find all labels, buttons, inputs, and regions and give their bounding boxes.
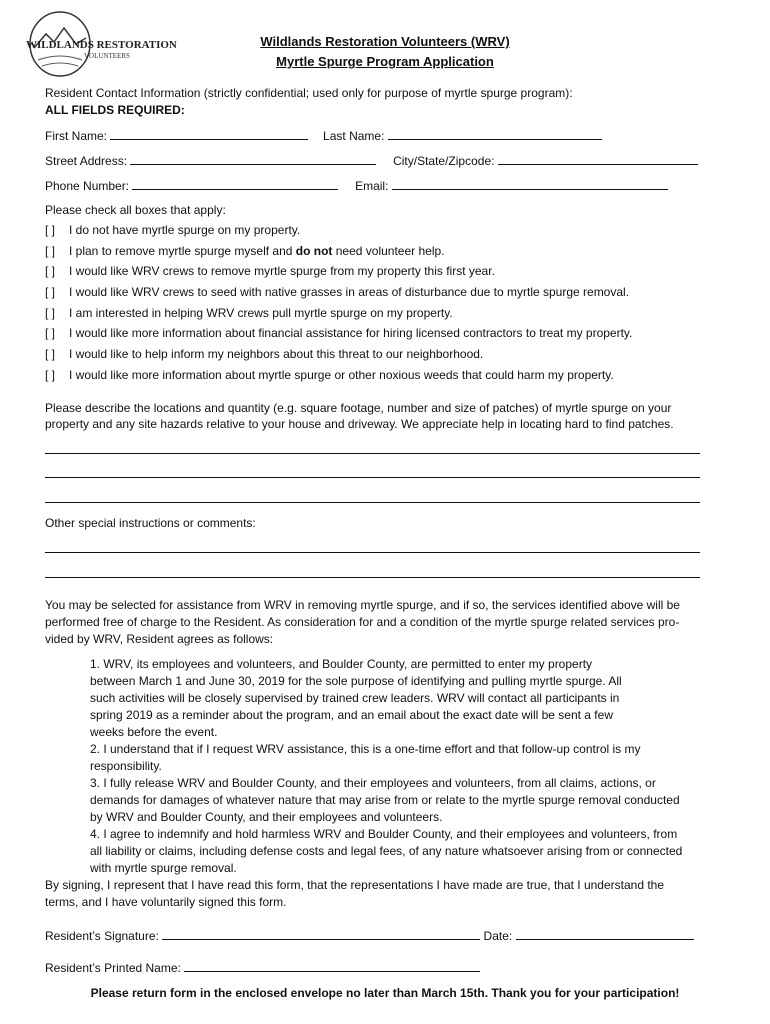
phone-number-label: Phone Number: — [45, 179, 130, 193]
printed-name-label: Resident’s Printed Name: — [45, 961, 181, 975]
form-subtitle: Myrtle Spurge Program Application — [276, 54, 494, 69]
svg-text:WILDLANDS RESTORATION: WILDLANDS RESTORATION — [26, 39, 177, 51]
do-not-emphasis: do not — [295, 244, 333, 258]
printed-name-field[interactable] — [184, 960, 480, 972]
checklist-item-label: I would like more information about financial assistance for hiring licensed contractors to treat my property. — [69, 326, 633, 340]
checklist-item-label: I do not have myrtle spurge on my property. — [69, 223, 301, 237]
svg-text:VOLUNTEERS: VOLUNTEERS — [84, 52, 130, 60]
checklist-item — [45, 223, 300, 237]
checkbox[interactable]: [ ] — [45, 223, 56, 237]
checkbox[interactable]: [ ] — [45, 306, 56, 320]
clause-1-line: weeks before the event. — [90, 725, 218, 739]
describe-answer-line[interactable] — [45, 453, 700, 454]
checklist-item — [45, 285, 629, 299]
checklist-item-label: I am interested in helping WRV crews pull myrtle spurge on my property. — [69, 306, 453, 320]
checklist-item — [45, 244, 445, 258]
describe-prompt-line2: property and any site hazards relative to your house and driveway. We appreciate help in locating hard to find patches. — [45, 417, 674, 431]
signature-label: Resident’s Signature: — [45, 929, 159, 943]
signature-field[interactable] — [162, 928, 480, 940]
terms-intro-line2: performed free of charge to the Resident. As consideration for and a condition of the myrtle spurge related services pro- — [45, 615, 680, 629]
describe-answer-line[interactable] — [45, 502, 700, 503]
checklist-item-label: I would like WRV crews to remove myrtle spurge from my property this first year. — [69, 264, 495, 278]
clause-4-line: with myrtle spurge removal. — [90, 861, 237, 875]
printed-name-row — [45, 960, 480, 975]
comments-answer-line[interactable] — [45, 577, 700, 578]
signing-statement-line2: terms, and I have voluntarily signed this form. — [45, 895, 287, 909]
checkbox[interactable]: [ ] — [45, 368, 56, 382]
phone-row — [45, 178, 668, 193]
checkbox[interactable]: [ ] — [45, 347, 56, 361]
checklist-item-label-end: need volunteer help. — [332, 244, 445, 258]
clause-1-line: 1. WRV, its employees and volunteers, and Boulder County, are permitted to enter my property — [90, 657, 593, 671]
checklist-item-label: I would like to help inform my neighbors about this threat to our neighborhood. — [69, 347, 484, 361]
terms-intro-line3: vided by WRV, Resident agrees as follows: — [45, 632, 274, 646]
return-instructions: Please return form in the enclosed envelope no later than March 15th. Thank you for your participation! — [90, 986, 680, 1000]
clause-3-line: demands for damages of whatever nature that may arise from or relate to the myrtle spurge removal conducted — [90, 793, 680, 807]
first-name-field[interactable] — [110, 128, 308, 140]
checklist-item — [45, 326, 632, 340]
clause-1-line: such activities will be closely supervised by trained crew leaders. WRV will contact all participants in — [90, 691, 620, 705]
email-label: Email: — [355, 179, 389, 193]
comments-answer-line[interactable] — [45, 552, 700, 553]
city-state-zip-field[interactable] — [498, 153, 698, 165]
checkbox[interactable]: [ ] — [45, 285, 56, 299]
checklist-item — [45, 306, 453, 320]
clause-4-line: all liability or claims, including defense costs and legal fees, of any nature whatsoever arising from or connected — [90, 844, 683, 858]
clause-1-line: spring 2019 as a reminder about the program, and an email about the exact date will be sent a few — [90, 708, 613, 722]
contact-intro: Resident Contact Information (strictly confidential; used only for purpose of myrtle spurge program): — [45, 86, 573, 100]
checklist-item — [45, 264, 495, 278]
city-state-zip-label: City/State/Zipcode: — [393, 154, 495, 168]
checklist-item-label: I plan to remove myrtle spurge myself and — [69, 244, 296, 258]
street-address-field[interactable] — [130, 153, 376, 165]
email-field[interactable] — [392, 178, 668, 190]
checklist-item-label: I would like more information about myrtle spurge or other noxious weeds that could harm my property. — [69, 368, 614, 382]
date-label: Date: — [483, 929, 513, 943]
name-row — [45, 128, 602, 143]
clause-2-line: 2. I understand that if I request WRV assistance, this is a one-time effort and that follow-up control is my — [90, 742, 641, 756]
describe-prompt-line1: Please describe the locations and quantity (e.g. square footage, number and size of patches) of myrtle spurge on your — [45, 401, 672, 415]
address-row — [45, 153, 698, 168]
phone-number-field[interactable] — [132, 178, 338, 190]
checklist-item — [45, 347, 483, 361]
signature-row — [45, 928, 694, 943]
date-field[interactable] — [516, 928, 694, 940]
checklist-item — [45, 368, 614, 382]
last-name-field[interactable] — [388, 128, 602, 140]
signing-statement-line1: By signing, I represent that I have read this form, that the representations I have made are true, that I understand the — [45, 878, 665, 892]
other-instructions-label: Other special instructions or comments: — [45, 516, 256, 530]
checkbox[interactable]: [ ] — [45, 326, 56, 340]
checklist-item-label: I would like WRV crews to seed with native grasses in areas of disturbance due to myrtle spurge removal. — [69, 285, 630, 299]
clause-2-line: responsibility. — [90, 759, 162, 773]
checkbox[interactable]: [ ] — [45, 264, 56, 278]
clause-4-line: 4. I agree to indemnify and hold harmless WRV and Boulder County, and their employees and volunteers, from — [90, 827, 678, 841]
form-title: Wildlands Restoration Volunteers (WRV) — [260, 34, 510, 49]
checklist-prompt: Please check all boxes that apply: — [45, 203, 226, 217]
describe-answer-line[interactable] — [45, 477, 700, 478]
checkbox[interactable]: [ ] — [45, 244, 56, 258]
clause-1-line: between March 1 and June 30, 2019 for the sole purpose of identifying and pulling myrtle spurge. All — [90, 674, 622, 688]
terms-intro-line1: You may be selected for assistance from WRV in removing myrtle spurge, and if so, the services identified above will be — [45, 598, 680, 612]
first-name-label: First Name: — [45, 129, 108, 143]
all-fields-required: ALL FIELDS REQUIRED: — [45, 103, 185, 117]
clause-3-line: by WRV and Boulder County, and their employees and volunteers. — [90, 810, 443, 824]
last-name-label: Last Name: — [323, 129, 385, 143]
street-address-label: Street Address: — [45, 154, 128, 168]
clause-3-line: 3. I fully release WRV and Boulder County, and their employees and volunteers, from all claims, actions, or — [90, 776, 656, 790]
